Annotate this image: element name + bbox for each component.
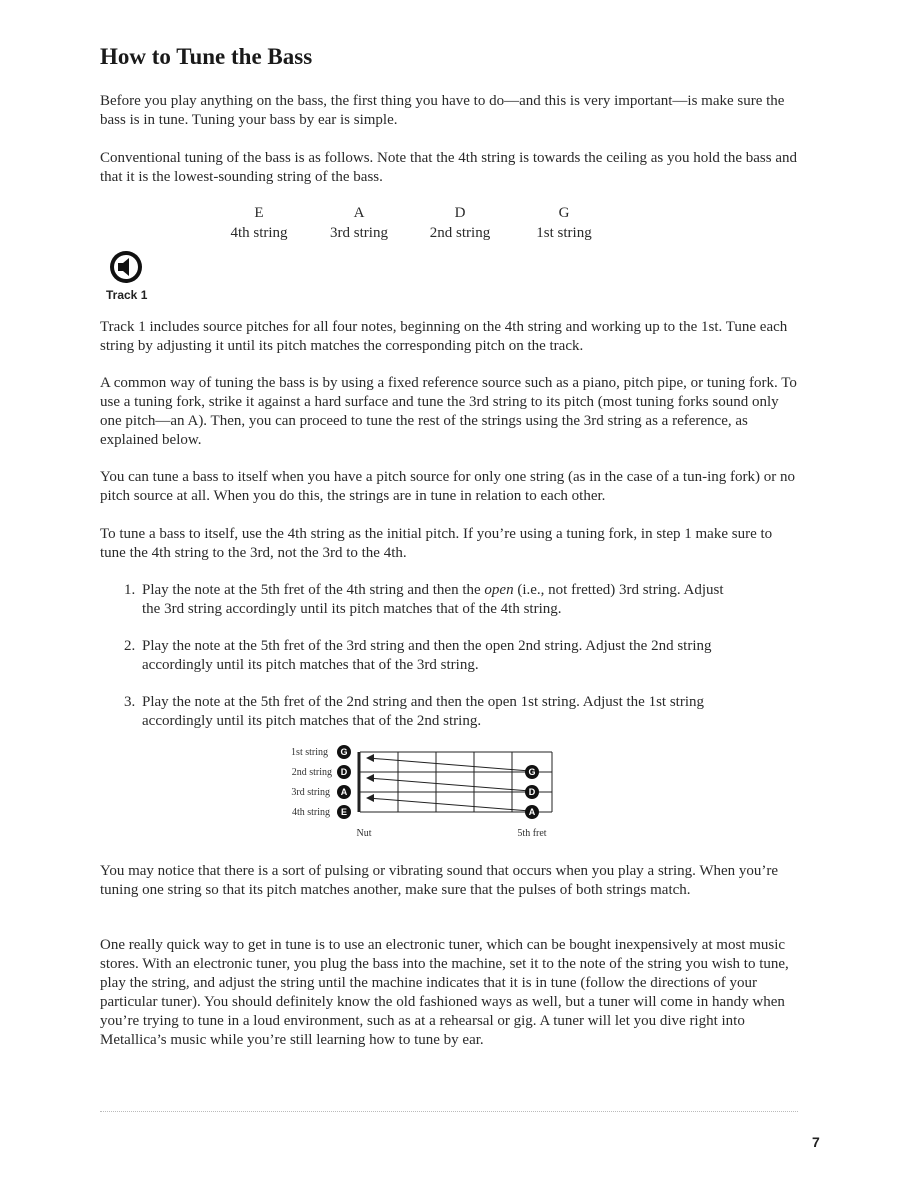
diagram-string-label: 1st string [291, 747, 328, 758]
tuning-col-1st [509, 203, 619, 243]
tuning-string: 3rd string [330, 225, 388, 241]
step-number: 1. [124, 582, 136, 598]
nut-label: Nut [356, 828, 372, 839]
diagram-string-label: 4th string [291, 807, 330, 818]
body-paragraph-3: You can tune a bass to itself when you have a pitch source for only one string (as in the case of a tun-ing fork) or no pitch source at all. When you do this, the strings are in tune in relation to each other. [100, 469, 795, 504]
tuning-note: G [558, 205, 570, 221]
tuning-col-3rd [304, 203, 414, 243]
step-number: 2. [124, 638, 136, 654]
page-title: How to Tune the Bass [100, 44, 313, 69]
fret5-note-d [525, 785, 539, 799]
page-number: 7 [812, 1134, 820, 1150]
step-number: 3. [124, 694, 136, 710]
step-1: 1. Play the note at the 5th fret of the 4th string and then the open (i.e., not fretted) 3rd string. Adjust the 3rd string accordingly until its pitch matches that of the 4th string. [124, 582, 724, 617]
body-paragraph-1: Track 1 includes source pitches for all four notes, beginning on the 4th string and working up to the 1st. Tune each string by adjusting it until its pitch matches the corresponding pitch on the track. [100, 319, 788, 354]
svg-text:D: D [528, 787, 536, 797]
svg-text:G: G [340, 747, 348, 757]
svg-text:D: D [340, 767, 348, 777]
diagram-string-label: 2nd string [291, 767, 332, 778]
track-label: Track 1 [106, 288, 148, 302]
tuning-note: A [353, 205, 365, 221]
tuning-string: 2nd string [429, 225, 491, 241]
tuning-col-2nd [405, 203, 515, 243]
open-note-g [337, 745, 351, 759]
intro-paragraph-2: Conventional tuning of the bass is as follows. Note that the 4th string is towards the ceiling as you hold the bass and that it is the lowest-sounding string of the bass. [100, 150, 797, 185]
closing-paragraph-1: You may notice that there is a sort of pulsing or vibrating sound that occurs when you play a string. When you’re tuning one string so that its pitch matches another, make sure that the pulses of both strings match. [100, 863, 779, 898]
tuning-string: 1st string [536, 225, 592, 241]
tuning-string: 4th string [230, 225, 288, 241]
open-note-e [337, 805, 351, 819]
tuning-note: D [454, 205, 466, 221]
step-3: 3. Play the note at the 5th fret of the 2nd string and then the open 1st string. Adjust the 1st string accordingly until its pitch matches that of the 2nd string. [124, 694, 705, 729]
tuning-col-4th [204, 203, 314, 243]
fret-label: 5th fret [517, 828, 547, 839]
speaker-icon [106, 250, 146, 290]
step-2: 2. Play the note at the 5th fret of the 3rd string and then the open 2nd string. Adjust the 2nd string accordingly until its pitch matches that of the 3rd string. [124, 638, 712, 673]
closing-paragraph-2: One really quick way to get in tune is to use an electronic tuner, which can be bought inexpensively at most music stores. With an electronic tuner, you plug the bass into the machine, set it to the note of the string you wish to tune, play the string, and adjust the string until the machine indicates that it is in tune (follow the directions of your particular tuner). You should definitely know the old fashioned ways as well, but a tuner will come in handy when you’re trying to tune in a loud environment, such as at a rehearsal or gig. A tuner will let you dive right into Metallica’s music while you’re still learning how to tune by ear. [100, 937, 789, 1048]
tuning-note: E [254, 205, 264, 221]
body-paragraph-4: To tune a bass to itself, use the 4th string as the initial pitch. If you’re using a tuning fork, in step 1 make sure to tune the 4th string to the 3rd, not the 3rd to the 4th. [100, 526, 773, 561]
footer-divider [100, 1111, 798, 1112]
emphasis: open [484, 582, 514, 598]
svg-text:E: E [340, 807, 348, 817]
fret5-note-a [525, 805, 539, 819]
fret5-note-g [525, 765, 539, 779]
intro-paragraph-1: Before you play anything on the bass, the first thing you have to do—and this is very important—is make sure the bass is in tune. Tuning your bass by ear is simple. [100, 93, 785, 128]
diagram-string-label: 3rd string [291, 787, 330, 798]
svg-text:G: G [528, 767, 536, 777]
tuning-fretboard-diagram [270, 740, 570, 842]
body-paragraph-2: A common way of tuning the bass is by using a fixed reference source such as a piano, pitch pipe, or tuning fork. To use a tuning fork, strike it against a hard surface and tune the 3rd string to its pitch (most tuning forks sound only one pitch—an A). Then, you can proceed to tune the rest of the strings using the 3rd string as a reference, as explained below. [100, 375, 797, 448]
open-note-a [337, 785, 351, 799]
svg-text:A: A [528, 807, 536, 817]
svg-text:A: A [340, 787, 348, 797]
open-note-d [337, 765, 351, 779]
